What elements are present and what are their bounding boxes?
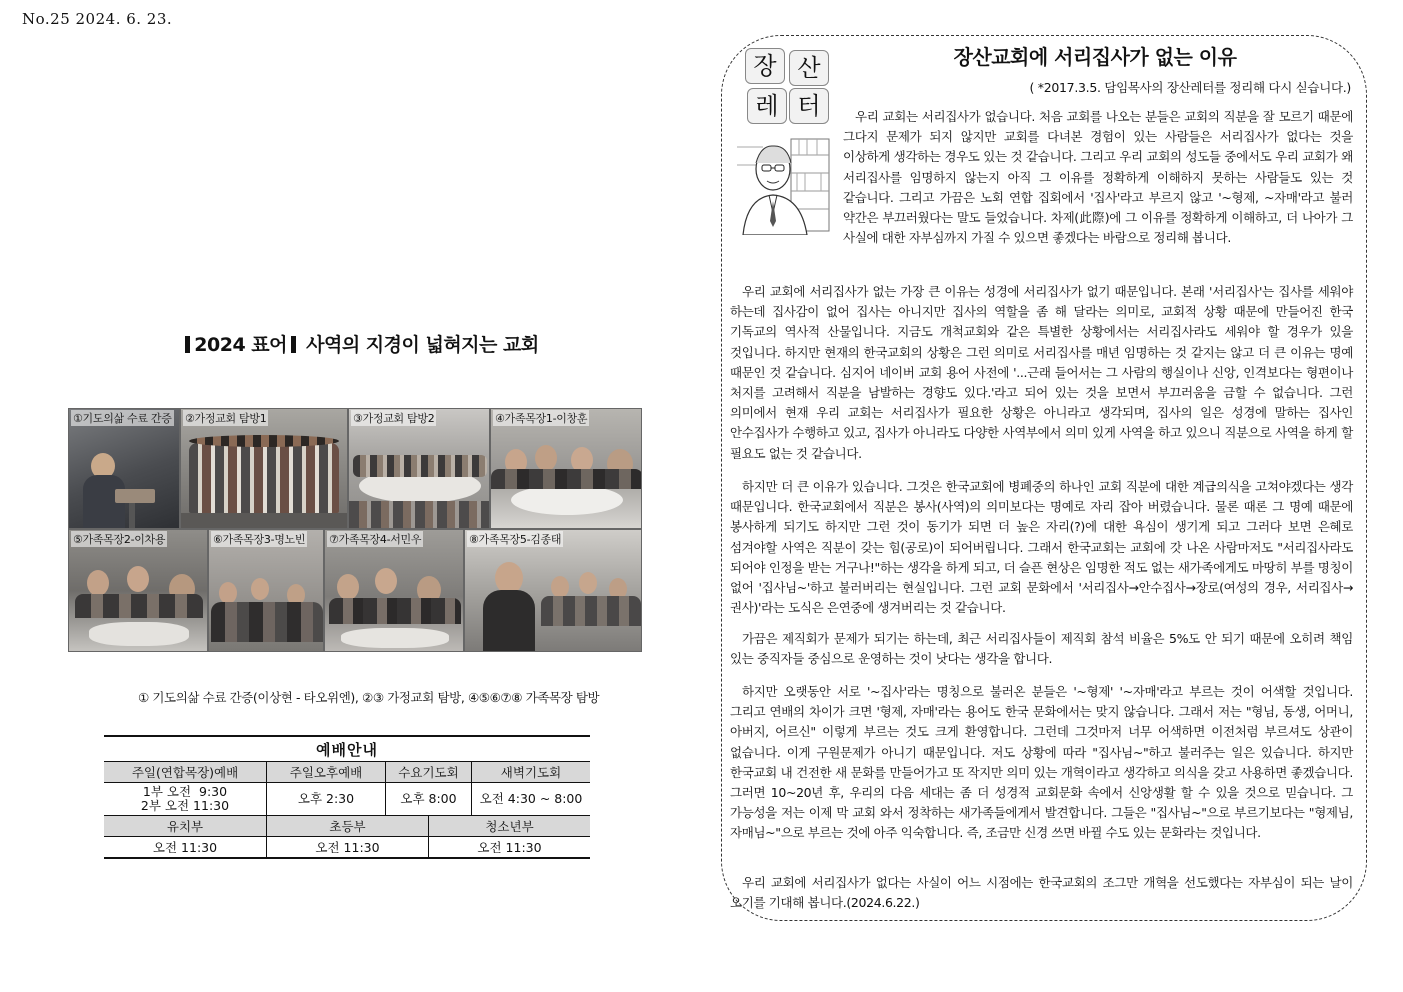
issue-number: No.25 2024. 6. 23. [22, 10, 173, 28]
photo-label: ①기도의삶 수료 간증 [73, 412, 172, 425]
letter-paragraph-6: 우리 교회에 서리집사가 없다는 사실이 어느 시점에는 한국교회의 조그만 개혁을 선도했다는 자부심이 되는 날이 오기를 기대해 봅니다.(2024.6.22.) [730, 875, 1353, 911]
photo-5 [68, 529, 208, 652]
motto-text: 사역의 지경이 넓혀지는 교회 [306, 334, 539, 356]
dept-header-kinder: 유치부 [104, 816, 266, 836]
photo-label: ③가정교회 탐방2 [353, 412, 435, 425]
photo-collage [68, 408, 642, 652]
dept-header-youth: 청소년부 [428, 816, 590, 836]
photo-1 [68, 408, 180, 529]
photo-2 [180, 408, 348, 529]
time-afternoon: 오후 2:30 [266, 783, 385, 815]
letter-title: 장산교회에 서리집사가 없는 이유 [953, 45, 1237, 69]
dept-header-row [104, 815, 590, 836]
header-dawn: 새벽기도회 [471, 762, 590, 782]
motto-year: 2024 표어 [194, 334, 287, 356]
worship-title: 예배안내 [104, 735, 590, 761]
stamp-char: 장 [745, 48, 785, 84]
dept-time-elementary: 오전 11:30 [266, 837, 428, 857]
dept-time-kinder: 오전 11:30 [152, 840, 218, 855]
letter-paragraph-3: 하지만 더 큰 이유가 있습니다. 그것은 한국교회에 병폐중의 하나인 교회 직분에 대한 계급의식을 고쳐야겠다는 생각 때문입니다. 한국교회에서 직분은 봉사(사역)의 의미보다는 명예로 자리 잡아 버렸습니다. 물론 때론 그 명예 때문에 봉사하게 되기도 하지만 그런 것이 동기가 되면 더 높은 자리(?)에 대한 욕심이 생기게 되고 그러다 보면 은혜로 섬겨야할 사역은 직분이 갖는 힘(공로)이 되어버립니다. 그래서 한국교회는 교회에 갓 나온 사람마저도 "서리집사라도 되어야 인정을 받는 거구나!"하는 생각을 하게 되고, 더 슬픈 현상은 임명한 적도 없는 새가족에게도 마땅히 부를 명칭이 없어 '집사님~'하고 불러버리는 현실입니다. 그런 교회 문화에서 '서리집사→안수집사→장로(여성의 경우, 서리집사→권사)'라는 도식은 은연중에 생겨버리는 것 같습니다. [730, 479, 1353, 616]
photo-4 [490, 408, 642, 529]
time-sunday-1: 1부 오전 9:30 [142, 784, 228, 799]
photo-label: ⑥가족목장3-명노빈 [213, 533, 306, 546]
time-dawn: 오전 4:30 ~ 8:00 [471, 783, 590, 815]
letter-stamp [745, 48, 831, 124]
letter-note: ( *2017.3.5. 담임목사의 장산레터를 정리해 다시 싣습니다.) [1029, 80, 1351, 95]
photo-3 [348, 408, 490, 529]
letter-paragraph-4: 가끔은 제직회가 문제가 되기는 하는데, 최근 서리집사들이 제직회 참석 비율은 5%도 안 되기 때문에 오히려 책임 있는 중직자들 중심으로 운영하는 것이 낫다는 생각을 합니다. [730, 631, 1353, 667]
letter-paragraph-1: 우리 교회는 서리집사가 없습니다. 처음 교회를 나오는 분들은 교회의 직분을 잘 모르기 때문에 그다지 문제가 되지 않지만 교회를 다녀본 경험이 있는 사람들은 서리집사가 없다는 것을 이상하게 생각하는 경우도 있는 것 같습니다. 그리고 우리 교회의 성도들 중에서도 우리 교회가 왜 서리집사를 임명하지 않는지 아직 그 이유를 정확하게 이해하지 못하는 사람들도 있는 것 같습니다. 그리고 가끔은 노회 연합 집회에서 '집사'라고 부르지 않고 '~형제, ~자매'라고 불러 약간은 부끄러웠다는 말도 들었습니다. 차제(此際)에 그 이유를 정확하게 이해하고, 더 나아가 그 사실에 대한 자부심까지 가질 수 있으면 좋겠다는 바람으로 정리해 봅니다. [843, 109, 1353, 246]
photo-8 [464, 529, 642, 652]
photo-7 [324, 529, 464, 652]
dept-time-row [104, 836, 590, 857]
photo-label: ④가족목장1-이창훈 [495, 412, 588, 425]
time-sunday [104, 783, 266, 815]
dept-time-youth: 오전 11:30 [428, 837, 590, 857]
worship-time-row [104, 782, 590, 815]
photo-6 [208, 529, 324, 652]
time-wednesday: 오후 8:00 [385, 783, 471, 815]
dept-header-elementary: 초등부 [266, 816, 428, 836]
worship-schedule [104, 735, 590, 859]
pastor-portrait-sketch [733, 135, 831, 235]
stamp-char: 터 [789, 88, 829, 124]
letter-paragraph-2: 우리 교회에 서리집사가 없는 가장 큰 이유는 성경에 서리집사가 없기 때문입니다. 본래 '서리집사'는 집사를 세워야 하는데 집사감이 없어 집사는 아니지만 집사의 역할을 좀 해 달라는 의미로, 교회적 상황 때문에 만들어진 한국 기독교의 역사적 산물입니다. 지금도 개척교회와 같은 특별한 상황에서는 서리집사라도 세워야 할 경우가 있을 것입니다. 하지만 현재의 한국교회의 상황은 그런 의미로 서리집사를 매년 임명하는 것 같지는 않고 더 큰 이유는 명예 때문인 것 같습니다. 심지어 네이버 교회 용어 사전에 '...근래 들어서는 그 사람의 행실이나 신앙, 인격보다는 형편이나 처지를 고려해서 직분을 남발하는 경향도 있다.'라고 되어 있는 것을 보면서 부끄러움을 금할 수 없습니다. 그런 의미에서 현재 우리 교회는 서리집사가 필요한 상황은 아니라고 생각되며, 집사의 일은 성경에 말하는 집사인 안수집사가 수행하고 있고, 집사가 아니라도 다양한 사역부에서 의미 있게 사역을 하고 있으니 직분으로 사역을 하게 할 필요도 없는 것 같습니다. [730, 284, 1353, 461]
stamp-char: 레 [747, 88, 787, 124]
motto-mark-left [185, 336, 190, 353]
time-sunday-2: 2부 오전 11:30 [140, 798, 230, 813]
header-wednesday: 수요기도회 [385, 762, 471, 782]
header-afternoon: 주일오후예배 [266, 762, 385, 782]
stamp-char: 산 [789, 50, 829, 86]
photo-label: ②가정교회 탐방1 [185, 412, 267, 425]
portrait-illustration [733, 135, 831, 235]
letter-paragraph-5: 하지만 오랫동안 서로 '~집사'라는 명칭으로 불러온 분들은 '~형제' '~자매'라고 부르는 것이 어색할 것입니다. 그리고 연배의 차이가 크면 '형제, 자매'라는 용어도 한국 문화에서는 맞지 않습니다. 그래서 저는 "형님, 동생, 어머니, 아버지, 어르신" 이렇게 부르는 것도 크게 환영합니다. 그런데 그것마저 너무 어색하면 이전처럼 부르셔도 상관이 없습니다. 이게 구원문제가 아니기 때문입니다. 저도 상황에 따라 "집사님~"하고 불러주는 일은 있습니다. 하지만 한국교회 내 건전한 새 문화를 만들어가고 또 작지만 의미 있는 개혁이라고 생각하고 의식을 갖고 사용하면 좋겠습니다. 그러면 10~20년 후, 우리의 다음 세대는 좀 더 성경적 교회문화 속에서 신앙생활 할 수 있을 것으로 믿습니다. 그 가능성을 저는 이제 막 교회 와서 정착하는 새가족들에게서 발견합니다. 그들은 "집사님~"으로 부르기보다는 "형제님, 자매님~"으로 부르는 것에 아주 익숙합니다. 즉, 조금만 신경 쓰면 바뀔 수도 있는 문화라는 것입니다. [730, 684, 1353, 841]
photo-label: ⑤가족목장2-이차용 [73, 533, 166, 546]
photo-caption: ① 기도의삶 수료 간증(이상현 - 타오위엔), ②③ 가정교회 탐방, ④⑤⑥⑦⑧ 가족목장 탐방 [138, 690, 600, 705]
photo-label: ⑦가족목장4-서민우 [329, 533, 422, 546]
header-sunday: 주일(연합목장)예배 [104, 762, 266, 782]
motto [160, 330, 560, 357]
worship-header-row [104, 761, 590, 782]
worship-bottom-border [104, 857, 590, 859]
photo-label: ⑧가족목장5-김종태 [469, 533, 562, 546]
motto-mark-right [291, 336, 296, 353]
